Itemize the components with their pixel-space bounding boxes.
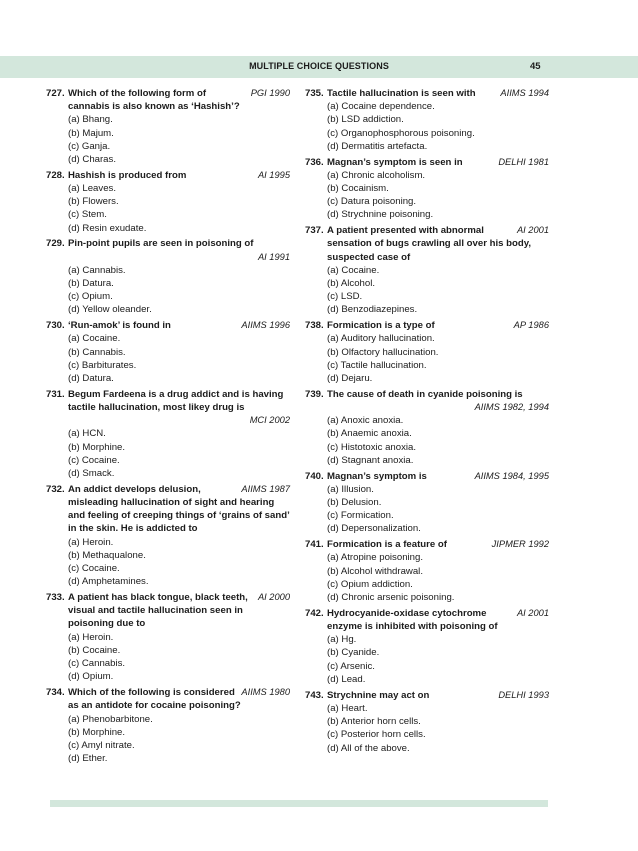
question-text bbox=[46, 237, 290, 263]
exam-source: MCI 2002 bbox=[249, 415, 290, 426]
answer-option: (d) Lead. bbox=[327, 673, 366, 685]
answer-options bbox=[305, 169, 549, 222]
question-stem bbox=[46, 169, 290, 182]
left-question-column bbox=[46, 87, 290, 768]
question-number: 727. bbox=[46, 88, 65, 99]
answer-option: (b) Cocainism. bbox=[327, 183, 389, 195]
question-stem bbox=[46, 237, 290, 263]
answer-option: (a) Hg. bbox=[327, 634, 357, 646]
question-item bbox=[305, 470, 549, 536]
question-stem bbox=[46, 686, 290, 712]
answer-option: (a) Illusion. bbox=[327, 483, 374, 495]
question-text-body: Magnan’s symptom is seen in bbox=[327, 156, 463, 168]
question-item bbox=[46, 319, 290, 385]
answer-options bbox=[305, 264, 549, 317]
question-number: 740. bbox=[305, 470, 324, 482]
question-text bbox=[305, 319, 549, 332]
answer-options bbox=[305, 414, 549, 467]
answer-option: (a) Bhang. bbox=[68, 114, 113, 126]
answer-option: (c) Cocaine. bbox=[68, 454, 120, 466]
question-text bbox=[305, 87, 549, 100]
answer-options bbox=[305, 702, 549, 755]
answer-option: (c) Amyl nitrate. bbox=[68, 739, 135, 751]
question-stem bbox=[46, 388, 290, 428]
exam-source: AI 1995 bbox=[257, 169, 290, 180]
question-text-body: Begum Fardeena is a drug addict and is having tactile hallucination, most likey drug is bbox=[68, 388, 284, 414]
answer-option: (a) Anoxic anoxia. bbox=[327, 415, 404, 427]
question-text bbox=[305, 388, 549, 414]
question-item bbox=[305, 538, 549, 604]
question-text bbox=[305, 538, 549, 551]
answer-option: (c) Organophosphorous poisoning. bbox=[327, 127, 475, 139]
answer-option: (a) Heart. bbox=[327, 702, 368, 714]
answer-option: (c) Ganja. bbox=[68, 140, 111, 152]
question-item bbox=[46, 591, 290, 683]
question-item bbox=[305, 224, 549, 316]
question-stem bbox=[46, 591, 290, 631]
question-text-body: Formication is a type of bbox=[327, 320, 435, 332]
exam-source: DELHI 1981 bbox=[498, 156, 549, 167]
answer-option: (a) HCN. bbox=[68, 428, 106, 440]
answer-option: (c) Tactile hallucination. bbox=[327, 359, 427, 371]
answer-option: (a) Cocaine. bbox=[68, 333, 121, 345]
answer-options bbox=[305, 483, 549, 536]
question-number: 735. bbox=[305, 88, 324, 99]
question-text bbox=[46, 686, 290, 712]
question-text-body: Strychnine may act on bbox=[327, 689, 430, 701]
exam-source: AI 2001 bbox=[516, 607, 549, 618]
exam-source: PGI 1990 bbox=[250, 88, 290, 98]
answer-options bbox=[305, 633, 549, 686]
question-number: 743. bbox=[305, 689, 324, 701]
question-text-body: Magnan’s symptom is bbox=[327, 470, 427, 482]
answer-option: (b) Alcohol withdrawal. bbox=[327, 565, 423, 577]
answer-options bbox=[46, 113, 290, 166]
answer-option: (b) Datura. bbox=[68, 278, 114, 290]
question-number: 728. bbox=[46, 169, 65, 181]
question-item bbox=[305, 607, 549, 686]
answer-option: (d) Benzodiazepines. bbox=[327, 304, 418, 316]
answer-option: (d) Depersonalization. bbox=[327, 523, 421, 535]
question-stem bbox=[46, 483, 290, 536]
answer-option: (a) Cannabis. bbox=[68, 264, 126, 276]
answer-option: (b) Anterior horn cells. bbox=[327, 716, 421, 728]
answer-option: (b) Cyanide. bbox=[327, 647, 380, 659]
answer-options bbox=[305, 332, 549, 385]
question-text-body: Formication is a feature of bbox=[327, 539, 447, 551]
question-stem bbox=[305, 689, 549, 702]
question-text-body: Which of the following form of cannabis is also known as ‘Hashish’? bbox=[68, 88, 240, 113]
question-text bbox=[305, 607, 549, 633]
answer-option: (c) Opium addiction. bbox=[327, 578, 413, 590]
answer-option: (c) Formication. bbox=[327, 510, 394, 522]
answer-option: (a) Cocaine dependence. bbox=[327, 101, 435, 113]
answer-option: (b) LSD addiction. bbox=[327, 114, 404, 126]
answer-option: (d) Stagnant anoxia. bbox=[327, 454, 414, 466]
answer-option: (b) Cannabis. bbox=[68, 346, 126, 358]
question-text bbox=[46, 483, 290, 536]
running-header: MULTIPLE CHOICE QUESTIONS bbox=[249, 61, 389, 71]
question-text-body: Which of the following is considered as an antidote for cocaine poisoning? bbox=[68, 687, 241, 712]
right-question-column bbox=[305, 87, 549, 757]
answer-option: (c) Barbiturates. bbox=[68, 359, 137, 371]
question-stem bbox=[305, 538, 549, 551]
answer-option: (b) Cocaine. bbox=[68, 644, 121, 656]
question-item bbox=[46, 388, 290, 480]
answer-option: (d) Datura. bbox=[68, 373, 114, 385]
question-stem bbox=[305, 87, 549, 100]
answer-option: (b) Morphine. bbox=[68, 726, 126, 738]
answer-option: (d) Amphetamines. bbox=[68, 576, 149, 588]
answer-option: (b) Anaemic anoxia. bbox=[327, 428, 412, 440]
exam-source: AIIMS 1996 bbox=[241, 320, 290, 331]
answer-options bbox=[46, 713, 290, 766]
answer-option: (d) Resin exudate. bbox=[68, 222, 147, 234]
question-item bbox=[305, 87, 549, 153]
question-number: 741. bbox=[305, 539, 324, 551]
question-item bbox=[46, 237, 290, 316]
question-stem bbox=[46, 319, 290, 332]
answer-option: (d) Chronic arsenic poisoning. bbox=[327, 592, 455, 604]
question-stem bbox=[305, 224, 549, 264]
answer-option: (d) Charas. bbox=[68, 154, 116, 166]
question-text-body: Hydrocyanide-oxidase cytochrome enzyme is inhibited with poisoning of bbox=[327, 607, 498, 633]
answer-option: (d) Strychnine poisoning. bbox=[327, 209, 434, 221]
answer-option: (b) Flowers. bbox=[68, 196, 119, 208]
exam-source: AI 2000 bbox=[257, 592, 290, 603]
answer-option: (b) Alcohol. bbox=[327, 278, 375, 290]
question-text bbox=[46, 87, 290, 113]
answer-option: (b) Morphine. bbox=[68, 441, 126, 453]
question-item bbox=[46, 483, 290, 589]
footer-band bbox=[50, 800, 548, 807]
question-item bbox=[305, 388, 549, 467]
question-number: 733. bbox=[46, 592, 65, 604]
question-item bbox=[46, 169, 290, 235]
answer-options bbox=[46, 182, 290, 235]
question-stem bbox=[305, 388, 549, 414]
question-text-body: A patient presented with abnormal sensation of bugs crawling all over his body, suspected case of bbox=[327, 225, 531, 263]
question-text bbox=[305, 470, 549, 483]
answer-option: (a) Heroin. bbox=[68, 536, 114, 548]
question-text bbox=[46, 388, 290, 428]
question-stem bbox=[46, 87, 290, 113]
page-number: 45 bbox=[530, 61, 541, 72]
answer-option: (c) Histotoxic anoxia. bbox=[327, 441, 417, 453]
exam-source: AIIMS 1994 bbox=[500, 88, 549, 98]
answer-option: (d) Opium. bbox=[68, 671, 114, 683]
answer-option: (c) LSD. bbox=[327, 291, 363, 303]
question-text bbox=[305, 224, 549, 264]
exam-source: DELHI 1993 bbox=[498, 689, 549, 700]
exam-source: AIIMS 1980 bbox=[241, 687, 290, 698]
answer-option: (b) Olfactory hallucination. bbox=[327, 346, 439, 358]
question-text-body: A patient has black tongue, black teeth, visual and tactile hallucination seen in poisoning due to bbox=[68, 592, 248, 630]
question-number: 737. bbox=[305, 225, 324, 237]
question-text-body: An addict develops delusion, misleading hallucination of sight and hearing and feeling of creeping things of ‘grains of sand’ in the skin. He is addicted to bbox=[68, 483, 290, 535]
answer-options bbox=[46, 631, 290, 684]
answer-option: (d) Yellow oleander. bbox=[68, 304, 152, 316]
question-number: 731. bbox=[46, 388, 65, 400]
question-item bbox=[305, 689, 549, 755]
question-text bbox=[46, 169, 290, 182]
answer-option: (c) Opium. bbox=[68, 291, 113, 303]
question-number: 739. bbox=[305, 388, 324, 400]
answer-option: (c) Datura poisoning. bbox=[327, 196, 417, 208]
exam-source: AI 2001 bbox=[516, 225, 549, 236]
exam-source: AI 1991 bbox=[257, 251, 290, 262]
answer-option: (c) Stem. bbox=[68, 209, 107, 221]
question-text bbox=[305, 156, 549, 169]
exam-source: AIIMS 1987 bbox=[241, 483, 290, 494]
answer-option: (a) Phenobarbitone. bbox=[68, 713, 153, 725]
answer-options bbox=[305, 551, 549, 604]
question-text bbox=[46, 319, 290, 332]
question-number: 732. bbox=[46, 483, 65, 495]
question-text-body: The cause of death in cyanide poisoning is bbox=[327, 388, 523, 400]
question-stem bbox=[305, 156, 549, 169]
answer-options bbox=[46, 332, 290, 385]
answer-options bbox=[305, 100, 549, 153]
question-number: 736. bbox=[305, 156, 324, 168]
exam-source: AIIMS 1984, 1995 bbox=[474, 470, 549, 481]
question-text-body: Hashish is produced from bbox=[68, 169, 187, 181]
answer-option: (b) Majum. bbox=[68, 127, 114, 139]
question-item bbox=[46, 87, 290, 166]
answer-option: (a) Leaves. bbox=[68, 183, 116, 195]
answer-option: (d) All of the above. bbox=[327, 742, 410, 754]
answer-option: (c) Cocaine. bbox=[68, 563, 120, 575]
question-number: 729. bbox=[46, 238, 65, 250]
answer-options bbox=[46, 264, 290, 317]
question-text-body: Tactile hallucination is seen with bbox=[327, 88, 476, 99]
answer-option: (d) Ether. bbox=[68, 753, 108, 765]
answer-option: (a) Chronic alcoholism. bbox=[327, 169, 426, 181]
question-number: 738. bbox=[305, 320, 324, 332]
answer-option: (c) Arsenic. bbox=[327, 660, 375, 672]
question-text bbox=[305, 689, 549, 702]
answer-options bbox=[46, 536, 290, 589]
answer-option: (d) Dejaru. bbox=[327, 373, 373, 385]
question-stem bbox=[305, 607, 549, 633]
question-text-body: Pin-point pupils are seen in poisoning of bbox=[68, 238, 254, 250]
exam-source: AP 1986 bbox=[513, 320, 549, 331]
question-stem bbox=[305, 470, 549, 483]
exam-source: AIIMS 1982, 1994 bbox=[474, 402, 549, 413]
question-number: 734. bbox=[46, 687, 65, 699]
answer-option: (d) Smack. bbox=[68, 468, 115, 480]
question-number: 730. bbox=[46, 320, 65, 332]
exam-source: JIPMER 1992 bbox=[491, 539, 549, 550]
question-text bbox=[46, 591, 290, 631]
question-item bbox=[46, 686, 290, 765]
answer-option: (a) Auditory hallucination. bbox=[327, 333, 435, 345]
answer-option: (b) Delusion. bbox=[327, 497, 382, 509]
question-stem bbox=[305, 319, 549, 332]
question-item bbox=[305, 156, 549, 222]
answer-option: (c) Cannabis. bbox=[68, 658, 126, 670]
question-text-body: ‘Run-amok’ is found in bbox=[68, 320, 171, 332]
answer-option: (c) Posterior horn cells. bbox=[327, 729, 426, 741]
answer-options bbox=[46, 427, 290, 480]
answer-option: (a) Atropine poisoning. bbox=[327, 552, 423, 564]
answer-option: (d) Dermatitis artefacta. bbox=[327, 140, 428, 152]
answer-option: (a) Cocaine. bbox=[327, 264, 380, 276]
answer-option: (b) Methaqualone. bbox=[68, 549, 146, 561]
answer-option: (a) Heroin. bbox=[68, 631, 114, 643]
question-number: 742. bbox=[305, 607, 324, 619]
question-item bbox=[305, 319, 549, 385]
